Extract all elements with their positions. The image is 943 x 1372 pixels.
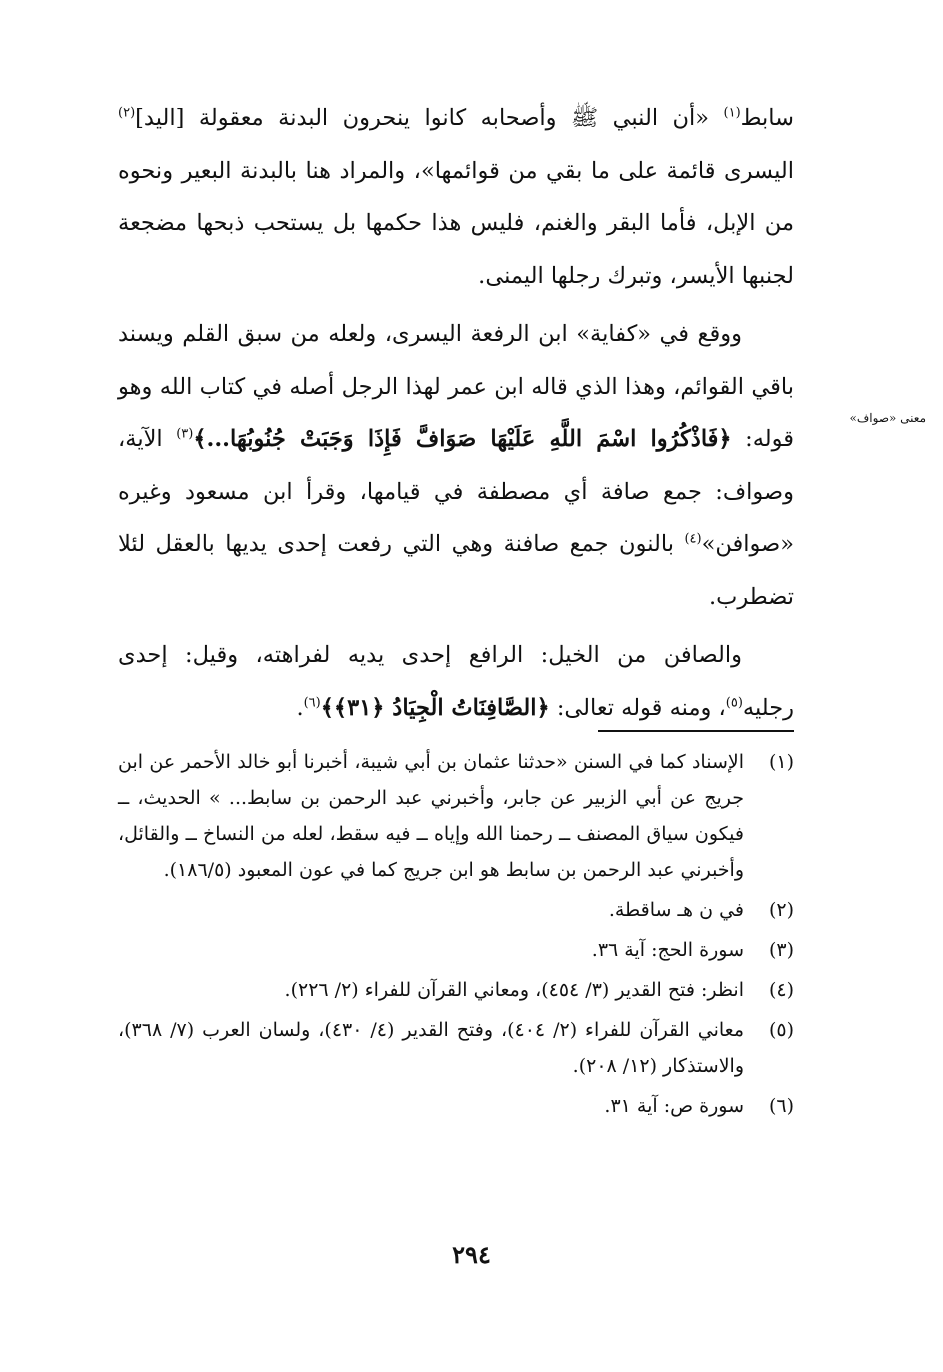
footnote-ref-3: (٣): [176, 426, 194, 442]
footnote: [118, 932, 794, 968]
paragraph-1: [118, 92, 794, 302]
footnote-number: (١): [768, 751, 794, 773]
footnote-number: (٣): [768, 939, 794, 961]
footnote-ref-4: (٤): [684, 531, 702, 547]
text-run: الآية، وصواف: جمع صافة أي مصطفة في قيامها، وقرأ ابن مسعود وغيره «صوافن»: [118, 426, 794, 557]
text-run: .: [296, 694, 304, 721]
text-run: اليسرى قائمة على ما بقي من قوائمها»، والمراد هنا بالبدنة البعير ونحوه من الإبل، فأما البقر والغنم، فليس هذا حكمها بل يستحب ذبحها مضجعة لجنبها الأيسر، وتبرك رجلها اليمنى.: [118, 157, 794, 289]
footnote-text: سورة الحج: آية ٣٦.: [591, 939, 744, 961]
footnote-ref-1: (١): [723, 105, 741, 121]
footnote-text: الإسناد كما في السنن «حدثنا عثمان بن أبي شيبة، أخبرنا أبو خالد الأحمر عن ابن جريج عن أبي الزبير عن جابر، وأخبرني عبد الرحمن بن سابط... » الحديث، ــ فيكون سياق المصنف ــ رحمنا الله وإياه ــ فيه سقط، لعله من النساخ ــ والقائل، وأخبرني عبد الرحمن بن سابط هو ابن جريج كما في عون المعبود (١٨٦/٥).: [118, 751, 744, 881]
footnote-number: (٢): [768, 899, 794, 921]
paragraph-2: [118, 308, 794, 623]
footnote-number: (٦): [768, 1095, 794, 1117]
footnote: [118, 1088, 794, 1124]
footnote: [118, 1012, 794, 1084]
text-run: ، ومنه قوله تعالى:: [549, 694, 726, 721]
paragraph-3: [118, 629, 794, 734]
footnote: [118, 972, 794, 1008]
footnotes: [118, 744, 794, 1128]
text-run: سابط: [740, 105, 794, 131]
footnote-number: (٤): [768, 979, 794, 1001]
text-run: ووقع في «كفاية» ابن الرفعة اليسرى، ولعله من سبق القلم ويسند باقي القوائم، وهذا الذي قاله ابن عمر لهذا الرجل أصله في كتاب الله وهو قوله:: [118, 321, 794, 452]
page-number: ٢٩٤: [452, 1240, 491, 1269]
main-text: [118, 92, 794, 740]
margin-note: معنى «صواف»: [849, 411, 926, 425]
footnote: [118, 744, 794, 888]
footnote-ref-6: (٦): [303, 695, 321, 710]
footnote: [118, 892, 794, 928]
text-run: «أن النبي ﷺ وأصحابه كانوا ينحرون البدنة معقولة [اليد]: [135, 105, 724, 131]
footnote-separator: [598, 730, 794, 732]
footnote-text: انظر: فتح القدير (٣/ ٤٥٤)، ومعاني القرآن للفراء (٢/ ٢٢٦).: [284, 979, 744, 1001]
text-run: بالنون جمع صافنة وهي التي رفعت إحدى يديها بالعقل لئلا تضطرب.: [118, 531, 794, 610]
footnote-number: (٥): [768, 1019, 794, 1041]
footnote-ref-5: (٥): [725, 695, 743, 710]
text-run: والصافن من الخيل: الرافع إحدى يديه لفراهته، وقيل: إحدى رجليه: [118, 642, 794, 721]
footnote-text: في ن هـ ساقطة.: [608, 899, 744, 921]
quran-verse: ﴿الصَّافِنَاتُ الْجِيَادُ ﴿٣١﴾﴾: [320, 694, 550, 721]
quran-verse: ﴿فَاذْكُرُوا اسْمَ اللَّهِ عَلَيْهَا صَوَافَّ فَإِذَا وَجَبَتْ جُنُوبُهَا...﴾: [193, 426, 732, 452]
footnote-text: سورة ص: آية ٣١.: [604, 1095, 744, 1117]
footnote-ref-2: (٢): [118, 105, 136, 121]
footnote-text: معاني القرآن للفراء (٢/ ٤٠٤)، وفتح القدير (٤/ ٤٣٠)، ولسان العرب (٧/ ٣٦٨)، والاستذكار (١٢/ ٢٠٨).: [118, 1019, 744, 1077]
